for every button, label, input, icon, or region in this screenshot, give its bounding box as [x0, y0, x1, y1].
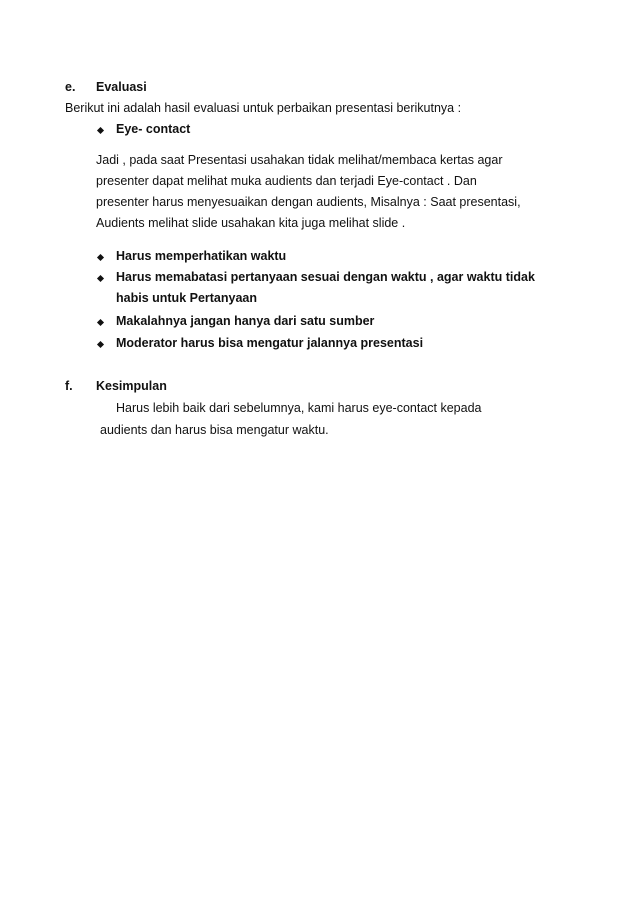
bullet-icon — [97, 341, 104, 348]
bullet-item: Harus memperhatikan waktu — [116, 249, 287, 263]
bullet-icon — [97, 254, 104, 261]
eye-contact-heading: Eye- contact — [116, 122, 191, 136]
section-f-marker: f. — [65, 379, 73, 393]
bullet-icon — [97, 319, 104, 326]
bullet-item: Harus memabatasi pertanyaan sesuai dengan waktu , agar waktu tidak — [116, 270, 535, 284]
eye-contact-paragraph-line: presenter harus menyesuaikan dengan audients, Misalnya : Saat presentasi, — [96, 195, 521, 209]
bullet-item-continuation: habis untuk Pertanyaan — [116, 291, 258, 305]
conclusion-line: audients dan harus bisa mengatur waktu. — [100, 423, 329, 437]
section-e-marker: e. — [65, 80, 76, 94]
eye-contact-paragraph-line: Audients melihat slide usahakan kita juga melihat slide . — [96, 216, 406, 230]
conclusion-line: Harus lebih baik dari sebelumnya, kami harus eye-contact kepada — [116, 401, 482, 415]
bullet-icon — [97, 127, 104, 134]
section-e-intro: Berikut ini adalah hasil evaluasi untuk perbaikan presentasi berikutnya : — [65, 101, 462, 115]
section-e-title: Evaluasi — [96, 80, 147, 94]
eye-contact-paragraph-line: presenter dapat melihat muka audients dan terjadi Eye-contact . Dan — [96, 174, 477, 188]
bullet-item: Makalahnya jangan hanya dari satu sumber — [116, 314, 375, 328]
bullet-icon — [97, 275, 104, 282]
section-f-title: Kesimpulan — [96, 379, 167, 393]
bullet-item: Moderator harus bisa mengatur jalannya presentasi — [116, 336, 424, 350]
eye-contact-paragraph-line: Jadi , pada saat Presentasi usahakan tidak melihat/membaca kertas agar — [96, 153, 503, 167]
